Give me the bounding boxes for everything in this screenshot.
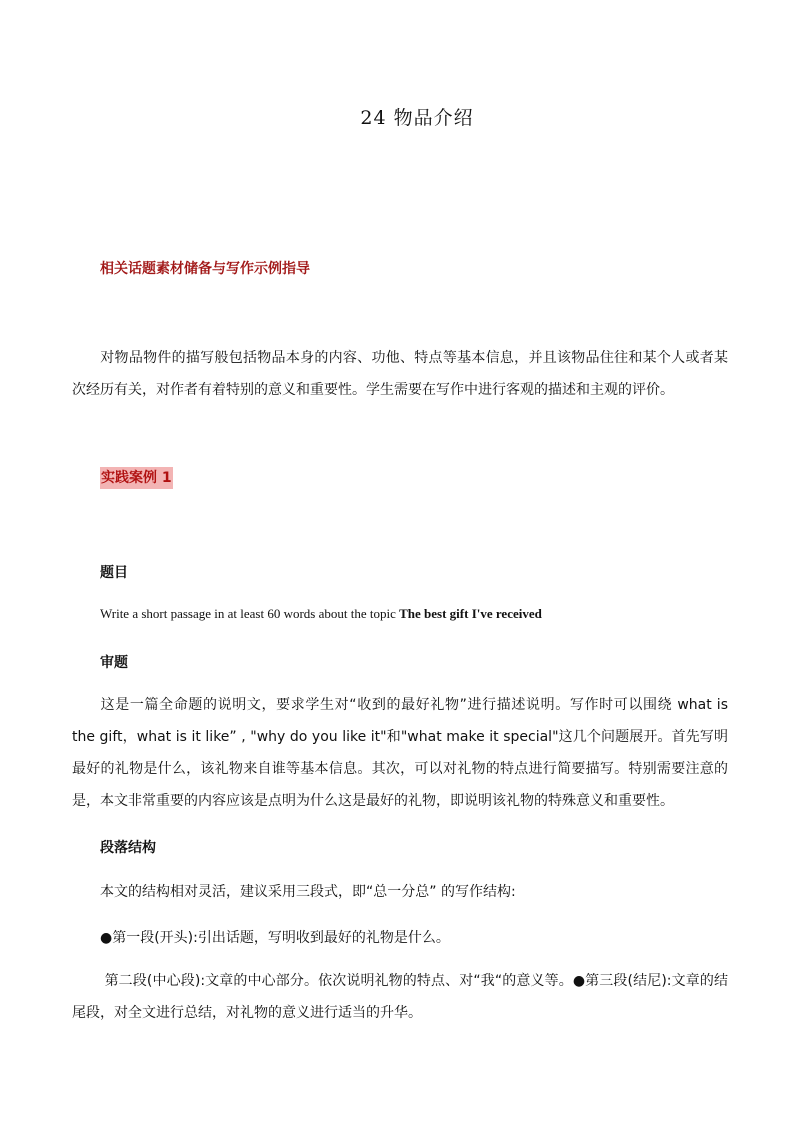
topic-text: Write a short passage in at least 60 words about the topic: [100, 606, 400, 621]
structure-paragraph-1: ●第一段(开头):引出话题，写明收到最好的礼物是什么。: [100, 930, 450, 946]
page-title: 24 物品介绍: [360, 107, 474, 129]
intro-text: 对物品物件的描写般包括物品本身的内容、功他、特点等基本信息，并且该物品住往和某个人或者某次经历有关，对作者有着特别的意义和重要性。学生需要在写作中进行客观的描述和主观的评价。: [72, 350, 728, 398]
topic-bold: The best gift I've received: [399, 606, 542, 621]
structure-intro: 本文的结构相对灵活，建议采用三段式，即“总一分总” 的写作结构:: [100, 884, 516, 900]
intro-paragraph: [72, 342, 728, 406]
review-heading: 审题: [100, 655, 128, 671]
case-label: 实践案例 1: [100, 467, 173, 489]
review-paragraph: [72, 689, 728, 817]
structure-p2-text: 第二段(中心段):文章的中心部分。依次说明礼物的特点、对“我“的意义等。●第三段(结尼):文章的结尾段，对全文进行总结，对礼物的意义进行适当的升华。: [72, 973, 728, 1021]
structure-heading: 段落结构: [100, 840, 156, 856]
topic-line: [100, 606, 542, 622]
section-heading: 相关话题素材储备与写作示例指导: [100, 261, 310, 277]
review-text: 这是一篇全命题的说明文，要求学生对“收到的最好礼物”进行描述说明。写作时可以围绕 what is the gift，what is it like” , "why do you like it"和"what make it special"这几个问题展开。首先写明最好的礼物是什么，该礼物来自谁等基本信息。其次，可以对礼物的特点进行简要描写。特别需要注意的是，本文非常重要的内容应该是点明为什么这是最好的礼物，即说明该礼物的特殊意义和重要性。: [72, 697, 728, 809]
topic-heading: 题目: [100, 565, 128, 581]
structure-paragraph-2: [72, 965, 728, 1029]
